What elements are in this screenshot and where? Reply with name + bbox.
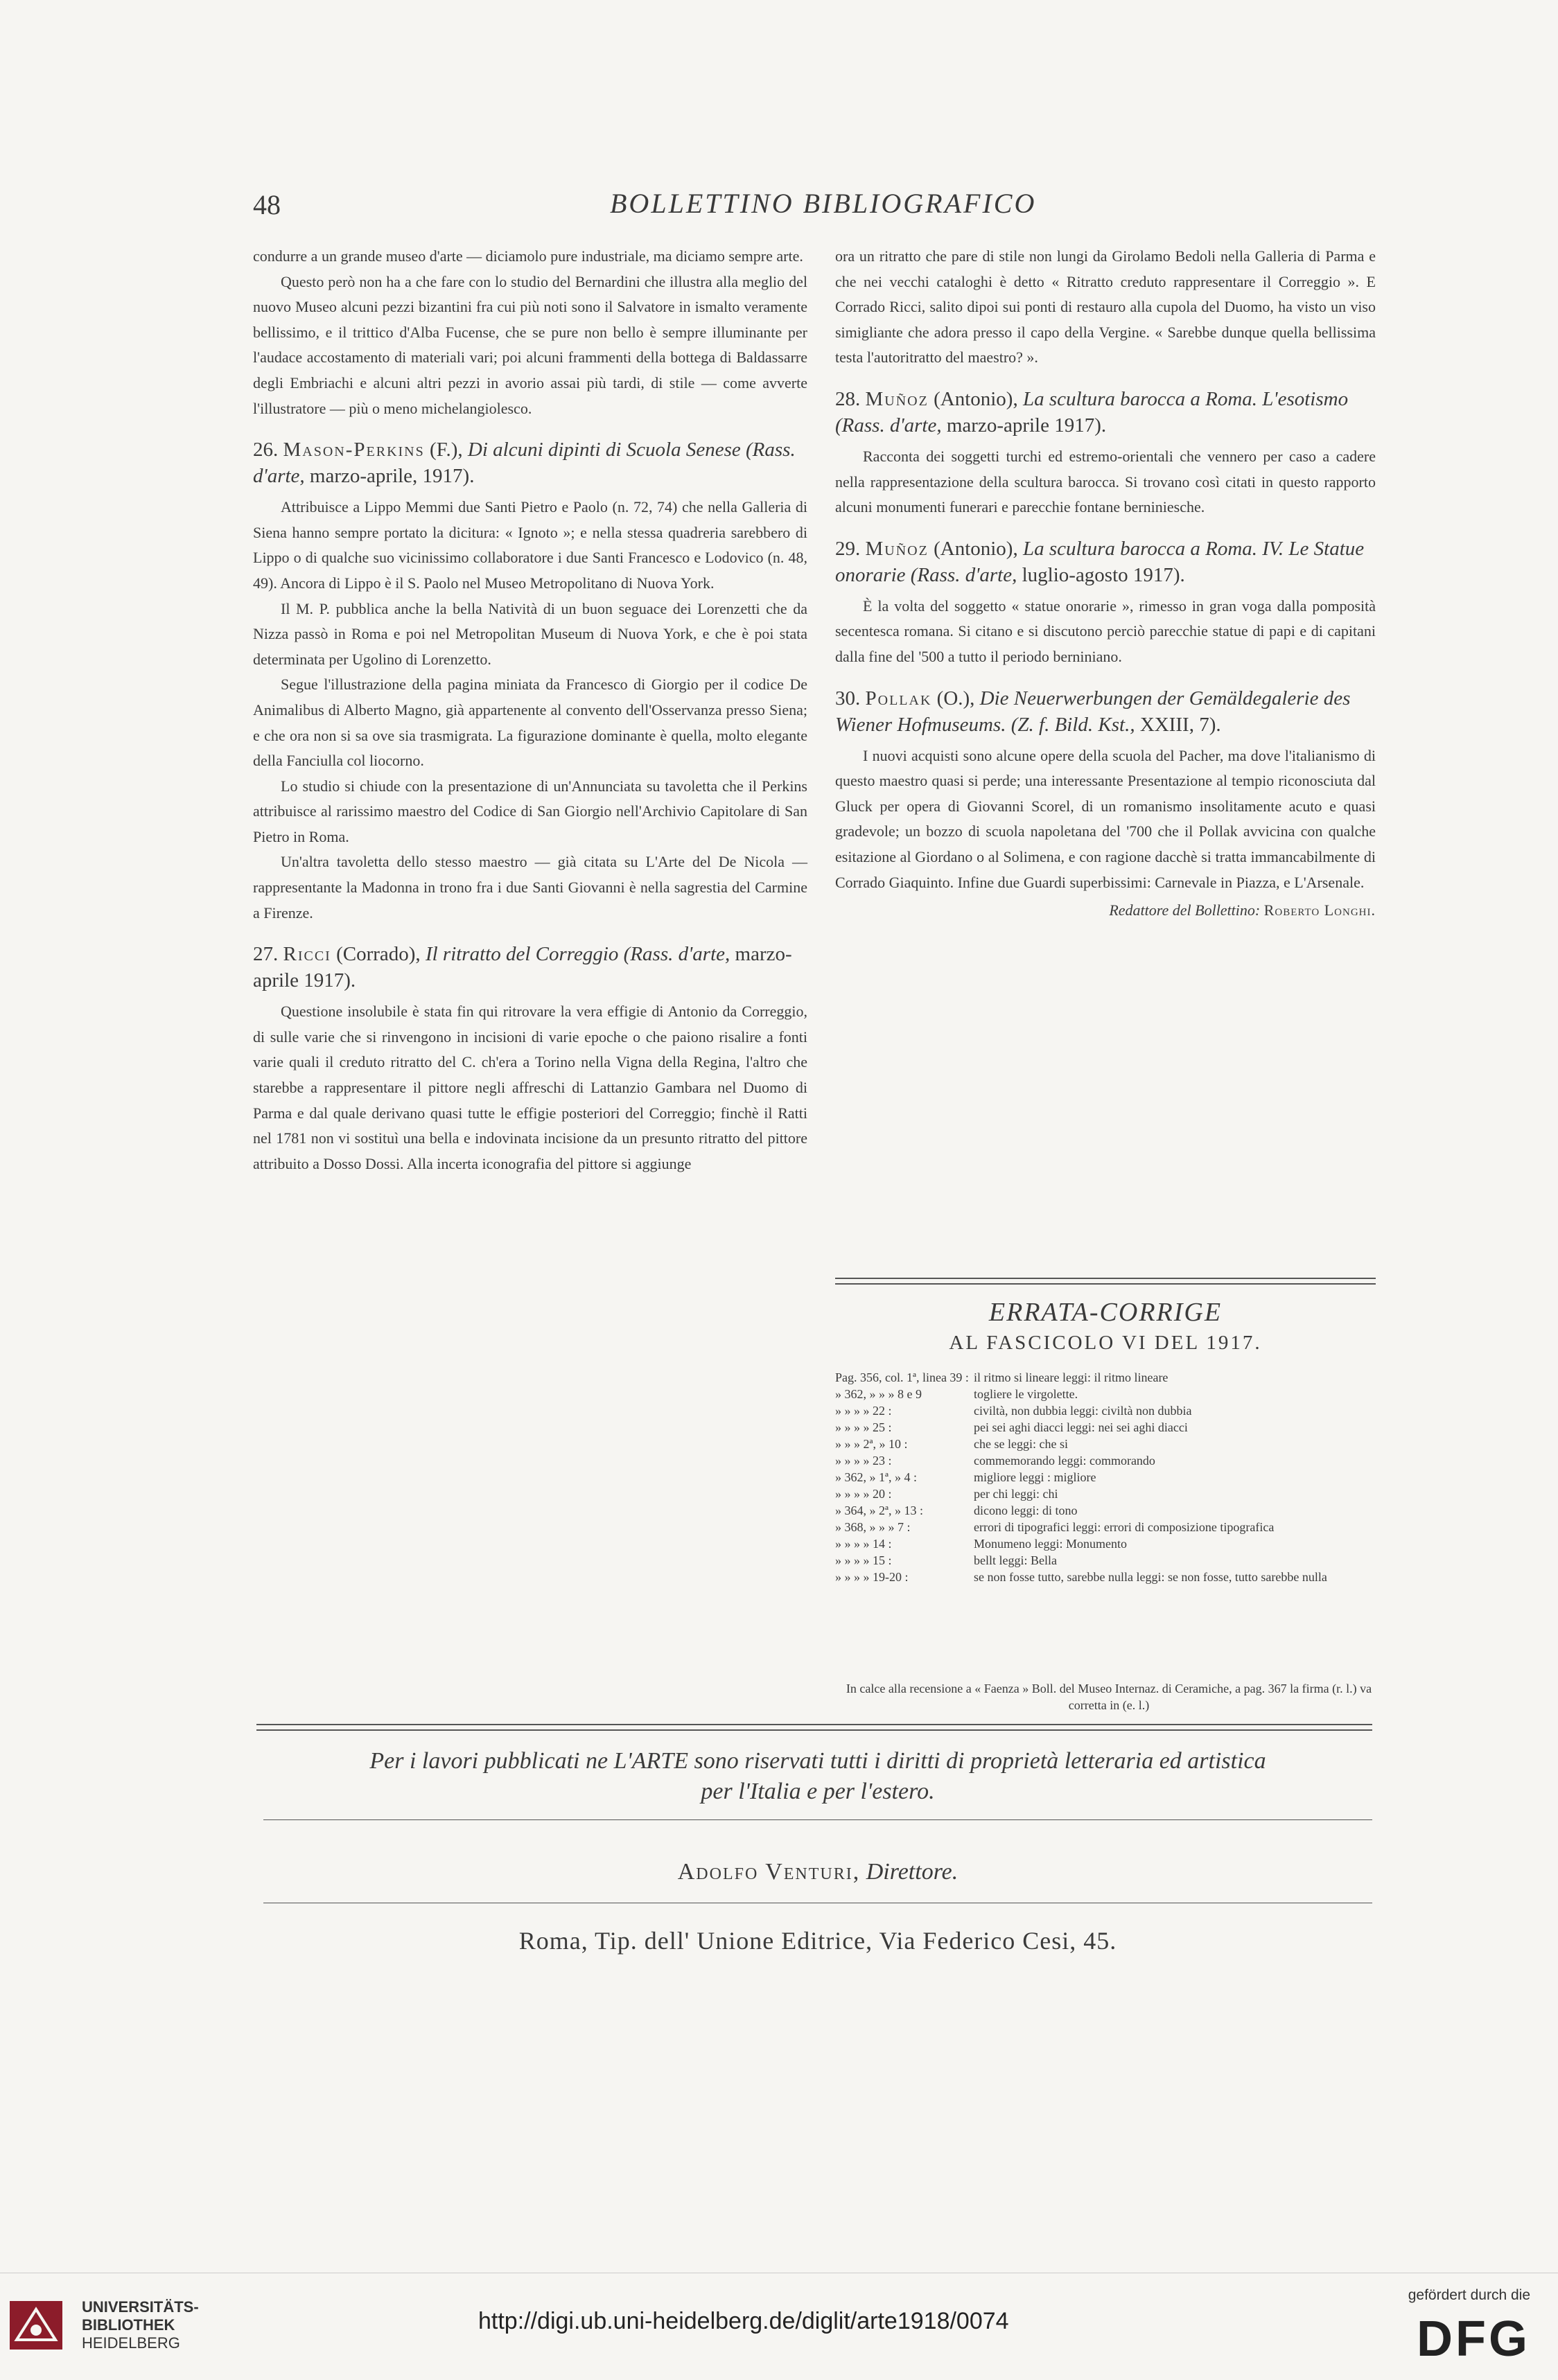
library-name: UNIVERSITÄTS- BIBLIOTHEK HEIDELBERG: [82, 2298, 199, 2352]
paragraph: Questione insolubile è stata fin qui ritrovare la vera effigie di Antonio da Correggio, di sulle varie che si rinvengono in incisioni di varie epoche o che paiono risalire a fonti varie quali il creduto ritratto del C. ch'era a Torino nella Vigna della Regina, l'altro che starebbe a rappresentare il pittore negli affreschi di Lattanzio Gambara nel Duomo di Parma e dal quale derivano quasi tutte le effigie posteriori del Correggio; finchè il Ratti nel 1781 non vi sostituì una bella e indovinata incisione da un presunto ritratto del pittore attribuito a Dosso Dossi. Alla incerta iconografia del pittore si aggiunge: [253, 1003, 807, 1172]
errata-reference: Pag. 356, col. 1ª, linea 39 :: [835, 1370, 969, 1384]
director-line: Adolfo Venturi, Direttore.: [677, 1859, 959, 1885]
errata-correction: dicono leggi: di tono: [974, 1504, 1078, 1517]
paragraph: È la volta del soggetto « statue onorarie », rimesso in gran voga dalla pomposità secentesca romana. Si citano e si discutono perciò parecchie statue di papi e di capitani dalla fine del '500 a tutto il periodo berniniano.: [835, 597, 1376, 665]
paragraph: ora un ritratto che pare di stile non lungi da Girolamo Bedoli nella Galleria di Parma e che nei vecchi cataloghi è detto « Ritratto creduto rappresentare il Correggio ». E Corrado Ricci, salito dipoi sui ponti di restauro alla cupola del Duomo, ha visto un viso simigliante che adora presso il capo della Vergine. « Sarebbe dunque quella bellissima testa l'autoritratto del maestro? ».: [835, 247, 1376, 367]
errata-reference: » » » » 15 :: [835, 1553, 892, 1567]
errata-correction: commemorando leggi: commorando: [974, 1454, 1155, 1467]
footer-bar: [0, 2273, 1558, 2380]
paragraph: Un'altra tavoletta dello stesso maestro — già citata su L'Arte del De Nicola — rappresentante la Madonna in trono fra i due Santi Giovanni è nella sagrestia del Carmine a Firenze.: [253, 853, 807, 922]
funded-by-label: gefördert durch die: [1408, 2287, 1530, 2303]
errata-row: [835, 1519, 1383, 1535]
entry-heading-26: 26. Mason-Perkins (F.), Di alcuni dipinti di Scuola Senese (Rass. d'arte, marzo-aprile, 1917).: [253, 439, 796, 488]
entry-heading-30: 30. Pollak (O.), Die Neuerwerbungen der Gemäldegalerie des Wiener Hofmuseums. (Z. f. Bild. Kst., XXIII, 7).: [835, 687, 1351, 736]
errata-note: In calce alla recensione a « Faenza » Boll. del Museo Internaz. di Ceramiche, a pag. 367 la firma (r. l.) va corretta in (e. l.): [846, 1682, 1372, 1712]
errata-correction: che se leggi: che si: [974, 1437, 1068, 1451]
errata-correction: il ritmo si lineare leggi: il ritmo lineare: [974, 1370, 1168, 1384]
paragraph: Questo però non ha a che fare con lo studio del Bernardini che illustra alla meglio del nuovo Museo alcuni pezzi bizantini fra cui più noti sono il Salvatore in ismalto veramente bellissimo, e il trittico d'Alba Fucense, che se pure non bello è sempre illuminante per l'audace accostamento di materiali vari; poi alcuni frammenti della bottega di Baldassarre degli Embriachi e alcuni altri pezzi in avorio assai più tardi, di stile — come avverte l'illustratore — più o meno michelangiolesco.: [253, 272, 807, 417]
entry-heading-27: 27. Ricci (Corrado), Il ritratto del Correggio (Rass. d'arte, marzo-aprile 1917).: [253, 943, 792, 992]
paragraph: Racconta dei soggetti turchi ed estremo-orientali che vennero per caso a cadere nella rappresentazione della scultura barocca. Si trovano così citati in questo rapporto alcuni monumenti funerari e parecchie fontane berniniesche.: [835, 447, 1376, 516]
divider: [835, 1283, 1376, 1285]
errata-reference: » » » 2ª, » 10 :: [835, 1437, 908, 1451]
dfg-logo: DFG: [1417, 2311, 1530, 2367]
errata-reference: » » » » 23 :: [835, 1454, 892, 1467]
errata-reference: » 364, » 2ª, » 13 :: [835, 1504, 923, 1517]
errata-row: [835, 1569, 1383, 1585]
errata-reference: » » » » 25 :: [835, 1420, 892, 1434]
errata-row: [835, 1502, 1383, 1519]
errata-correction: bellt leggi: Bella: [974, 1553, 1057, 1567]
errata-correction: errori di tipografici leggi: errori di composizione tipografica: [974, 1520, 1275, 1534]
errata-reference: » 368, » » » 7 :: [835, 1520, 911, 1534]
errata-row: [835, 1369, 1383, 1386]
errata-row: [835, 1486, 1383, 1502]
errata-reference: » » » » 22 :: [835, 1404, 892, 1418]
divider: [256, 1729, 1372, 1731]
paragraph: I nuovi acquisti sono alcune opere della scuola del Pacher, ma dove l'italianismo di questo maestro quasi si perde; una interessante Presentazione al tempio riconosciuta dal Gluck per opera di Giovanni Scorel, di un romanismo insolitamente acuto e quasi gradevole; un bozzo di scuola napoletana del '700 che il Pollak avvicina con qualche esitazione al Giordano o al Solimena, e con ragione dacchè si tratta immancabilmente di Corrado Giaquinto. Infine due Guardi superbissimi: Carnevale in Piazza, e L'Arsenale.: [835, 746, 1376, 891]
entry-heading-29: 29. Muñoz (Antonio), La scultura barocca a Roma. IV. Le Statue onorarie (Rass. d'arte, luglio-agosto 1917).: [835, 537, 1365, 586]
errata-row: [835, 1386, 1383, 1402]
errata-correction: Monumeno leggi: Monumento: [974, 1537, 1127, 1551]
errata-subtitle: AL FASCICOLO VI DEL 1917.: [949, 1332, 1262, 1354]
source-url-link[interactable]: http://digi.ub.uni-heidelberg.de/diglit/arte1918/0074: [478, 2308, 1009, 2334]
errata-row: [835, 1469, 1383, 1486]
right-column: [835, 244, 1376, 924]
errata-row: [835, 1419, 1383, 1436]
errata-correction: se non fosse tutto, sarebbe nulla leggi: se non fosse, tutto sarebbe nulla: [974, 1570, 1327, 1584]
errata-row: [835, 1552, 1383, 1569]
paragraph: Il M. P. pubblica anche la bella Natività di un buon seguace dei Lorenzetti che da Nizza passò in Roma e poi nel Metropolitan Museum di Nuova York, e che è poi stata determinata per Ugolino di Lorenzetto.: [253, 599, 807, 668]
errata-correction: togliere le virgolette.: [974, 1387, 1078, 1401]
paragraph: Segue l'illustrazione della pagina miniata da Francesco di Giorgio per il codice De Animalibus di Alberto Magno, già appartenente al convento dell'Osservanza presso Siena; e che ora non si sa ove sia trasmigrata. La figurazione dominante è quella, molto elegante della Fanciulla col liocorno.: [253, 676, 807, 770]
paragraph: Lo studio si chiude con la presentazione di un'Annunciata su tavoletta che il Perkins attribuisce al rarissimo maestro del Codice di San Giorgio nell'Archivio Capitolare di San Pietro in Roma.: [253, 777, 807, 845]
errata-row: [835, 1535, 1383, 1552]
errata-reference: » 362, » » » 8 e 9: [835, 1387, 922, 1401]
printer-line: Roma, Tip. dell' Unione Editrice, Via Federico Cesi, 45.: [518, 1927, 1117, 1955]
left-column: [253, 244, 807, 1176]
errata-reference: » » » » 19-20 :: [835, 1570, 909, 1584]
errata-correction: pei sei aghi diacci leggi: nei sei aghi diacci: [974, 1420, 1188, 1434]
errata-correction: migliore leggi : migliore: [974, 1470, 1096, 1484]
errata-row: [835, 1452, 1383, 1469]
paragraph: condurre a un grande museo d'arte — diciamolo pure industriale, ma diciamo sempre arte.: [253, 247, 803, 265]
entry-heading-28: 28. Muñoz (Antonio), La scultura barocca a Roma. L'esotismo (Rass. d'arte, marzo-aprile 1917).: [835, 387, 1349, 437]
errata-row: [835, 1436, 1383, 1452]
running-title: BOLLETTINO BIBLIOGRAFICO: [610, 188, 1037, 219]
errata-correction: per chi leggi: chi: [974, 1487, 1058, 1501]
errata-row: [835, 1402, 1383, 1419]
divider: [263, 1819, 1372, 1820]
errata-reference: » » » » 14 :: [835, 1537, 892, 1551]
editor-signature: Redattore del Bollettino: Roberto Longhi.: [1109, 901, 1376, 919]
university-seal-icon: [8, 2300, 64, 2351]
errata-list: [835, 1369, 1383, 1585]
page-number: 48: [253, 189, 281, 220]
paragraph: Attribuisce a Lippo Memmi due Santi Pietro e Paolo (n. 72, 74) che nella Galleria di Siena hanno sempre portato la dicitura: « Ignoto »; e nella stessa quadreria sarebbero di Lippo o di qualche suo vicinissimo collaboratore i due Santi Francesco e Lodovico (n. 48, 49). Ancora di Lippo è il S. Paolo nel Museo Metropolitano di Nuova York.: [253, 498, 807, 592]
divider: [835, 1278, 1376, 1279]
errata-correction: civiltà, non dubbia leggi: civiltà non dubbia: [974, 1404, 1192, 1418]
divider: [256, 1724, 1372, 1725]
errata-reference: » » » » 20 :: [835, 1487, 892, 1501]
errata-title: ERRATA-CORRIGE: [988, 1298, 1223, 1327]
errata-reference: » 362, » 1ª, » 4 :: [835, 1470, 917, 1484]
copyright-notice: Per i lavori pubblicati ne L'ARTE sono riservati tutti i diritti di proprietà letteraria ed artistica per l'Italia e per l'estero.: [369, 1748, 1266, 1804]
